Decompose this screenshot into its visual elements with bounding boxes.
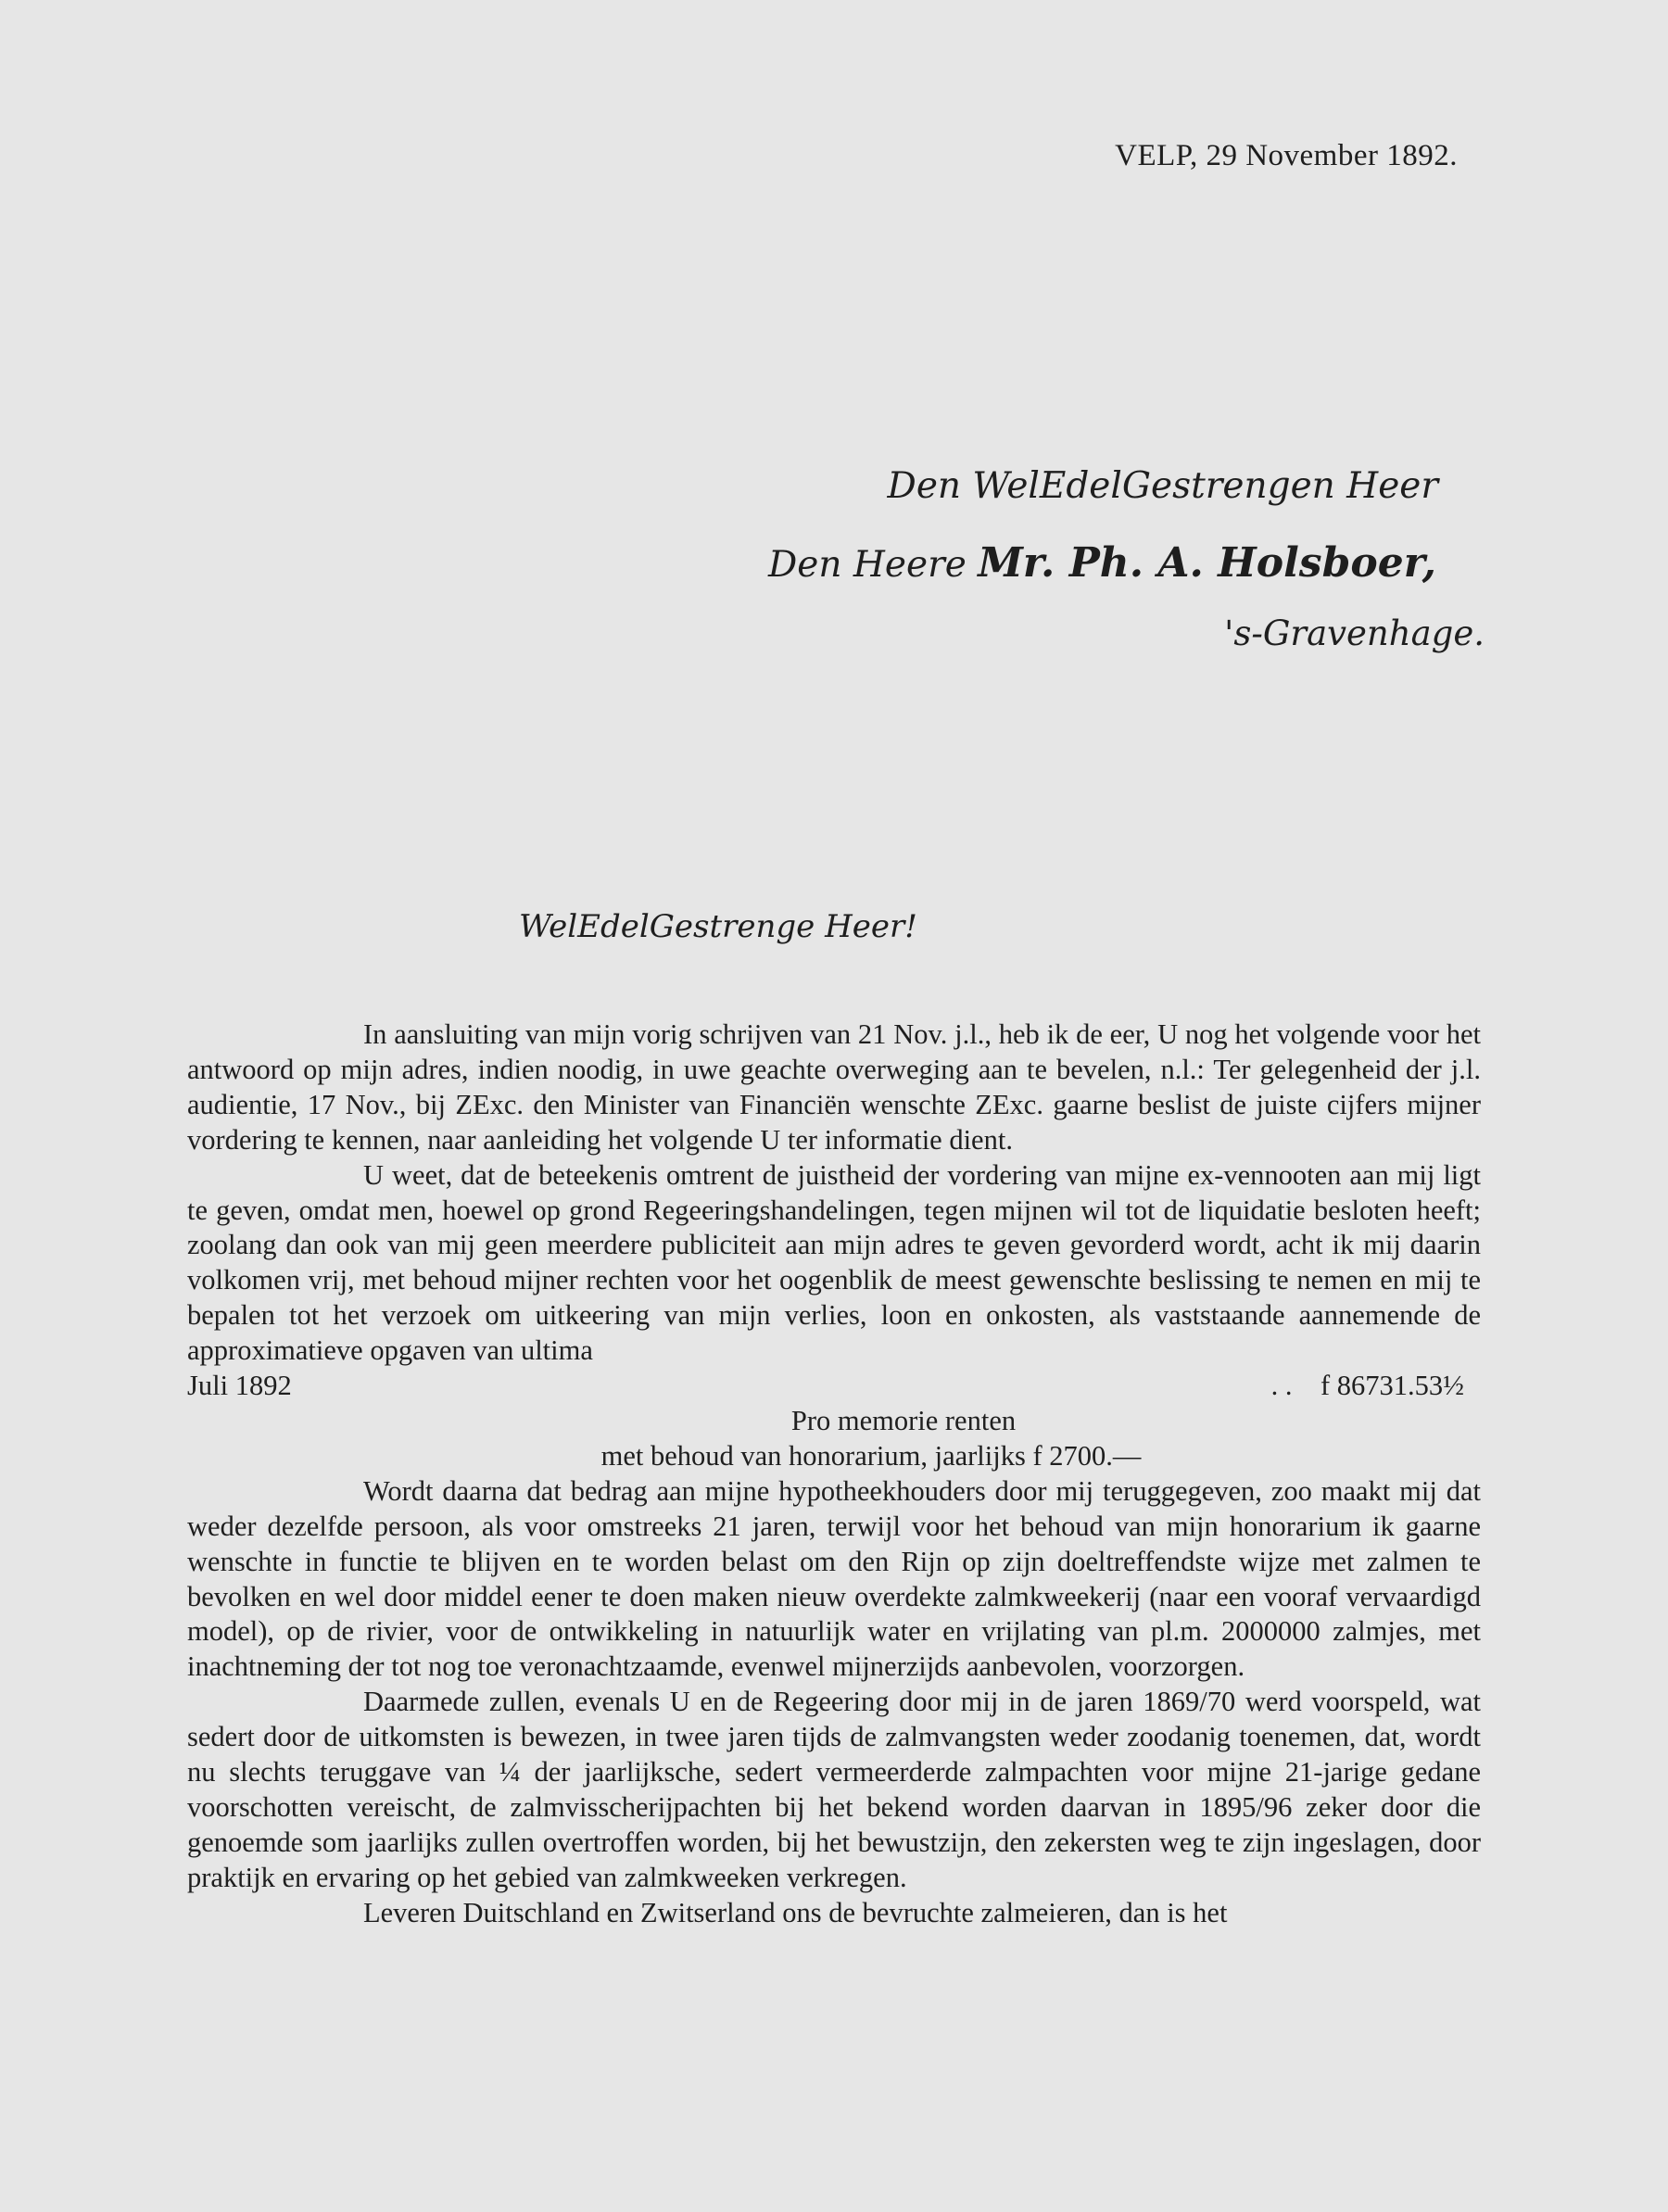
amount-line: [187, 1369, 1481, 1404]
address-prefix: Den Heere: [768, 544, 967, 586]
paragraph-2: U weet, dat de beteekenis omtrent de juistheid der vordering van mijne ex-vennooten aan mij ligt te geven, omdat men, hoewel op grond Regeeringshandelingen, tegen mijnen wil tot de liquidatie besloten heeft; zoolang dan ook van mij geen meerdere publiciteit aan mijn adres te geven gevorderd wordt, acht ik mij daarin volkomen vrij, met behoud mijner rechten voor het oogenblik de meest gewenschte beslissing te nemen en mij te bepalen tot het verzoek om uitkeering van mijn verlies, loon en onkosten, als vaststaande aannemende de approximatieve opgaven van ultima: [187, 1158, 1481, 1367]
amount-dots: . .: [1270, 1370, 1293, 1402]
paragraph-3: Wordt daarna dat bedrag aan mijne hypotheekhouders door mij teruggegeven, zoo maakt mij dat weder dezelfde persoon, als voor omstreeks 21 jaren, terwijl voor het behoud van mijn honorarium ik gaarne wenschte in functie te blijven en te worden belast om den Rijn op zijn doeltreffendste wijze met zalmen te bevolken en wel door middel eener te doen maken nieuw overdekte zalmkweekerij (naar een vooraf vervaardigd model), op de rivier, voor de ontwikkeling in natuurlijk water en vrijlating van pl.m. 2000000 zalmjes, met inachtneming der tot nog toe veronachtzaamde, evenwel mijnerzijds aanbevolen, voorzorgen.: [187, 1474, 1481, 1683]
letter-body: [187, 1018, 1481, 1931]
salutation: WelEdelGestrenge Heer!: [519, 908, 917, 945]
address-city: 's-Gravenhage.: [1224, 613, 1485, 653]
memo-line-1: Pro memorie renten: [790, 1404, 1017, 1436]
paragraph-1: In aansluiting van mijn vorig schrijven van 21 Nov. j.l., heb ik de eer, U nog het volgende voor het antwoord op mijn adres, indien noodig, in uwe geachte overweging aan te bevelen, n.l.: Ter gelegenheid der j.l. audientie, 17 Nov., bij ZExc. den Minister van Financiën wenschte ZExc. gaarne beslist de juiste cijfers mijner vordering te kennen, naar aanleiding het volgende U ter informatie dient.: [187, 1018, 1481, 1156]
paragraph-5: Leveren Duitschland en Zwitserland ons de bevruchte zalmeieren, dan is het: [363, 1896, 1228, 1928]
address-line-1: Den WelEdelGestrengen Heer: [887, 465, 1438, 507]
paragraph-4: Daarmede zullen, evenals U en de Regeering door mij in de jaren 1869/70 werd voorspeld, wat sedert door de uitkomsten is bewezen, in twee jaren tijds de zalmvangsten weder zoodanig toenemen, dat, wordt nu slechts teruggave van ¼ der jaarlijksche, sedert vermeerderde zalmpachten voor mijne 21-jarige gedane voorschotten vereischt, de zalmvisscherijpachten bij het bekend worden daarvan in 1895/96 zeker door die genoemde som jaarlijks zullen overtroffen worden, bij het bewustzijn, den zekersten weg te zijn ingeslagen, door praktijk en ervaring op het gebied van zalmkweeken verkregen.: [187, 1686, 1481, 1893]
address-line-2: [768, 539, 1436, 587]
dateline: VELP, 29 November 1892.: [1115, 139, 1458, 172]
memo-line-2: met behoud van honorarium, jaarlijks f 2700.—: [600, 1439, 1142, 1472]
amount-value: f 86731.53½: [1320, 1370, 1464, 1402]
amount-group: [1271, 1369, 1464, 1404]
amount-line-text: Juli 1892: [187, 1370, 292, 1402]
recipient-name: Mr. Ph. A. Holsboer,: [978, 539, 1436, 587]
